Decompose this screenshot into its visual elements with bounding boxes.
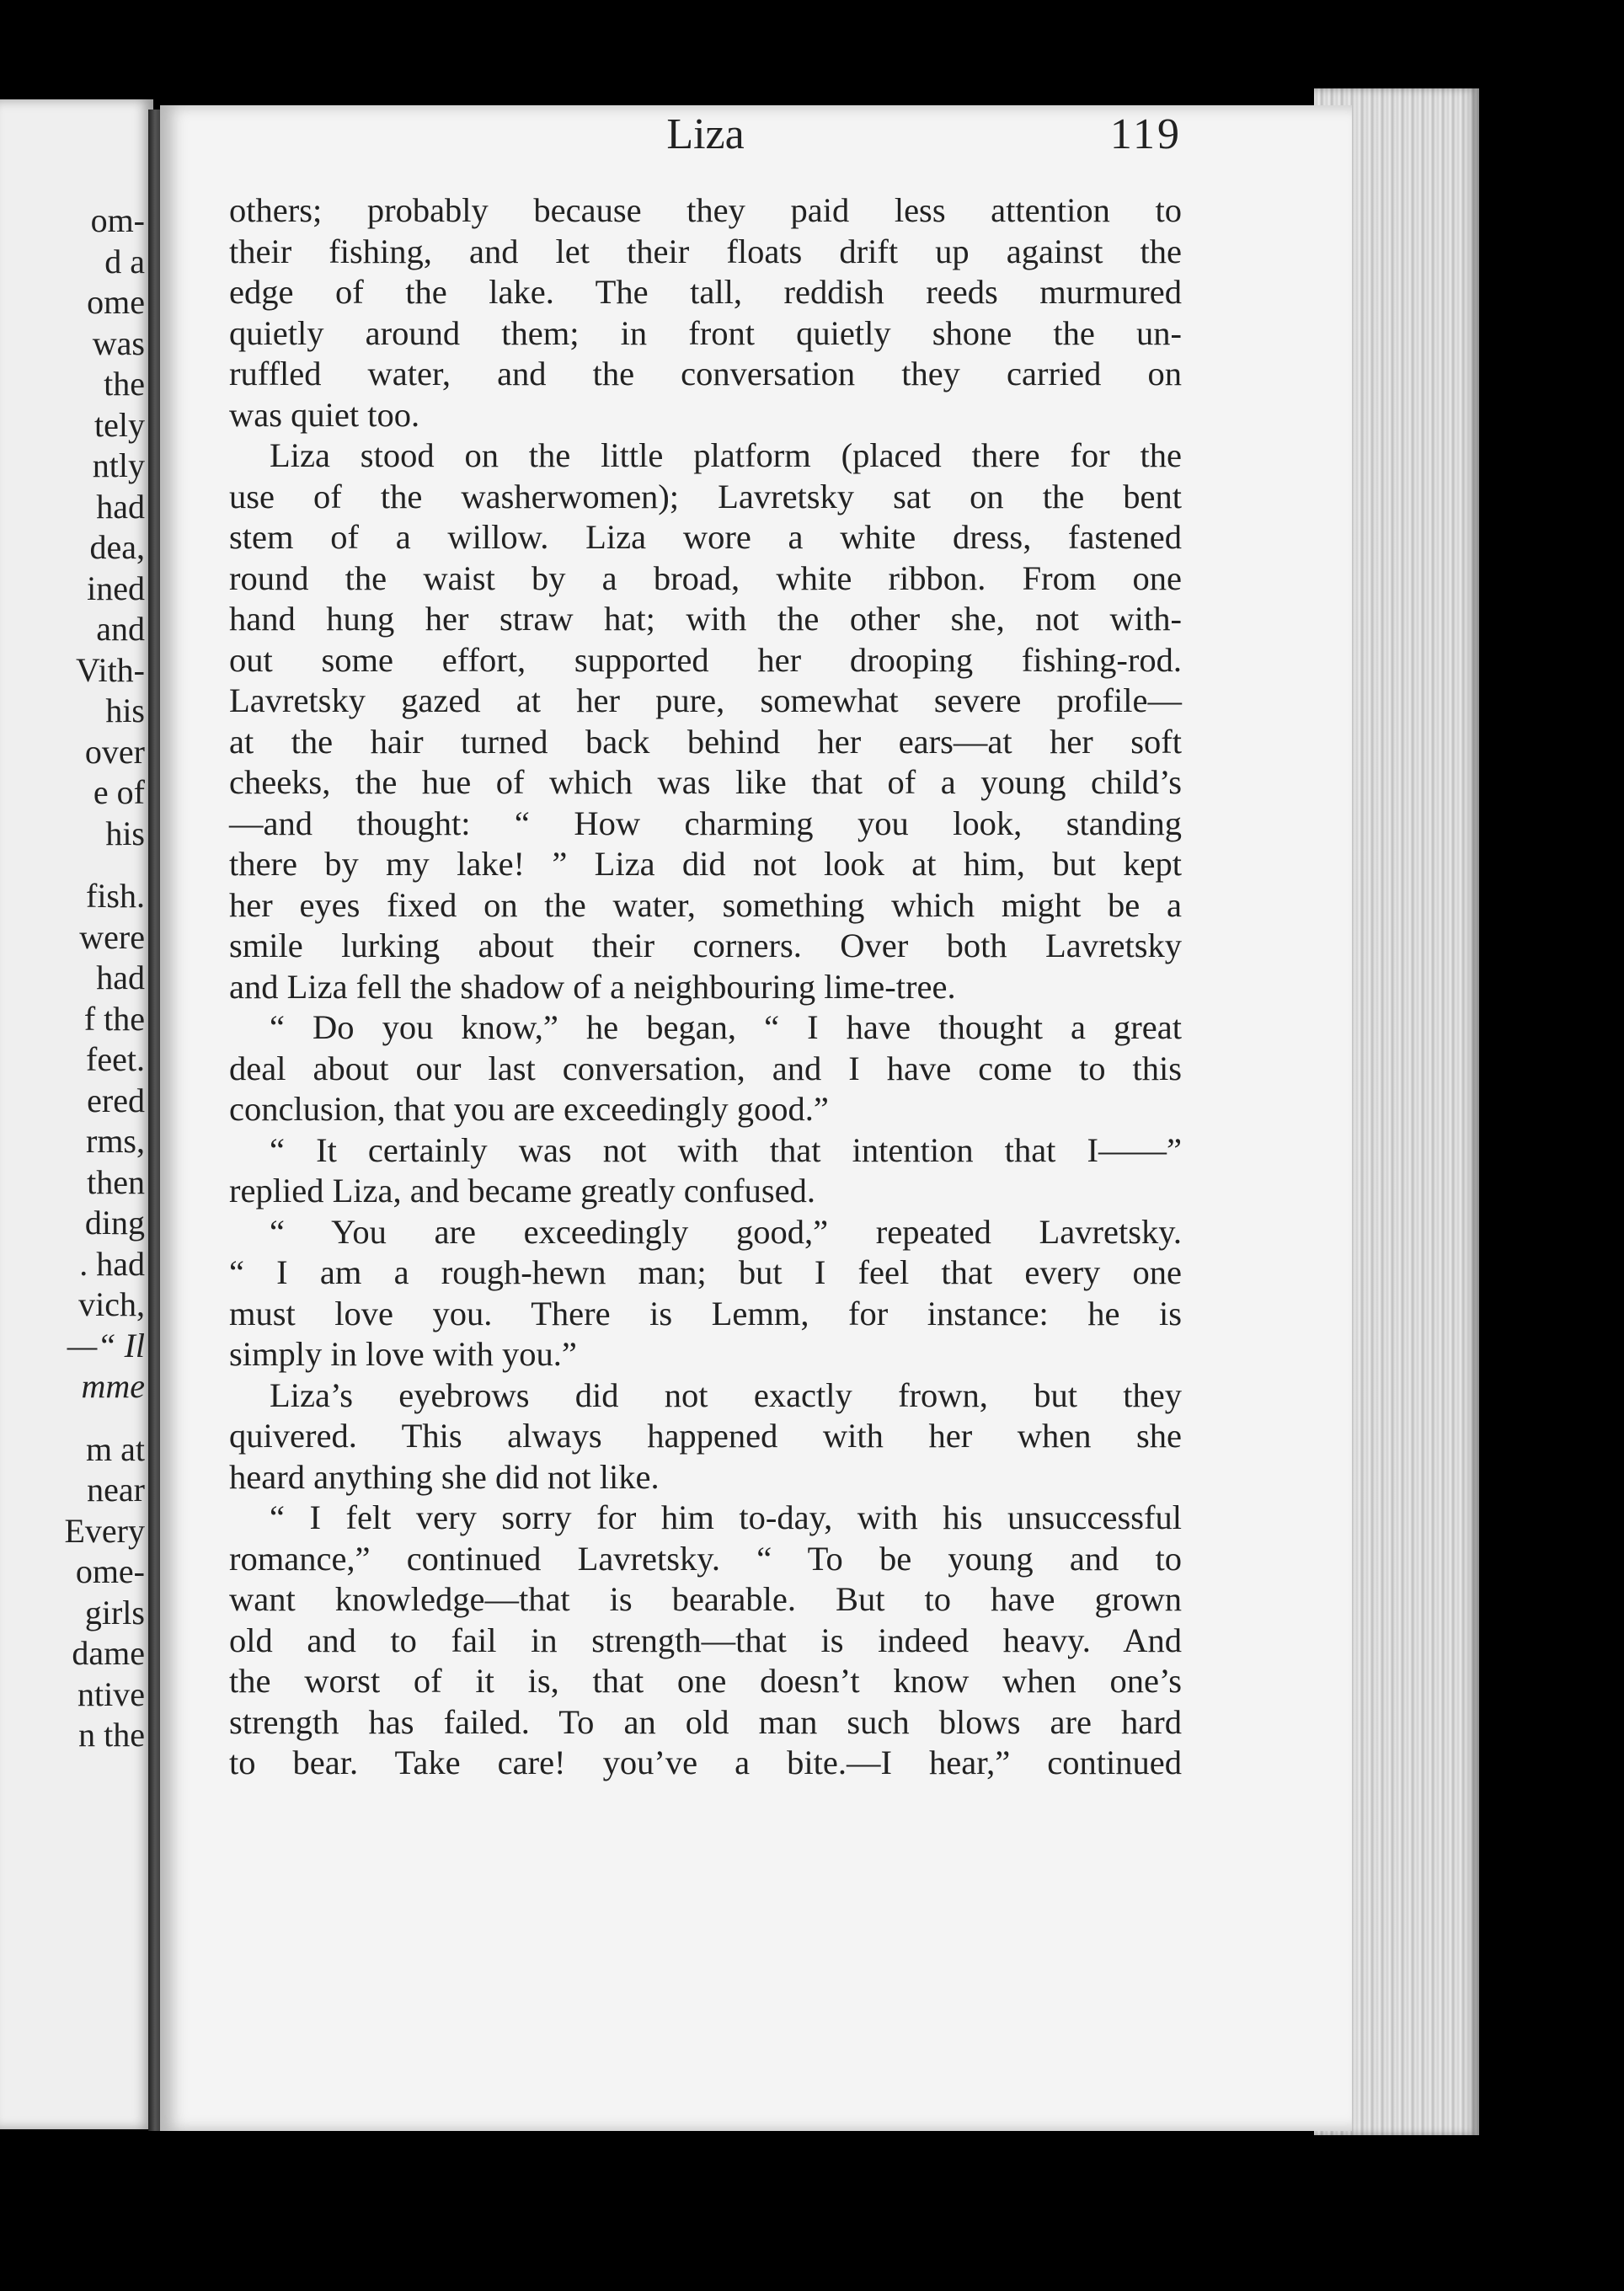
text-line: “ I am a rough-hewn man; but I feel that every one <box>229 1253 1182 1291</box>
text-line: —and thought: “ How charming you look, standing <box>229 804 1182 842</box>
left-page-line: then <box>87 1162 145 1201</box>
text-line: others; probably because they paid less attention to <box>229 191 1182 229</box>
text-line: “ Do you know,” he began, “ I have thought a great <box>270 1008 1182 1046</box>
text-line: quivered. This always happened with her when she <box>229 1417 1182 1455</box>
body-text <box>229 190 1182 1784</box>
left-page-line: om- <box>90 201 145 239</box>
left-page-line: over <box>84 732 145 771</box>
text-line: deal about our last conversation, and I have come to this <box>229 1049 1182 1087</box>
left-page-line: dame <box>72 1634 145 1672</box>
left-page-line: m at <box>86 1429 145 1468</box>
text-line: quietly around them; in front quietly shone the un- <box>229 313 1182 352</box>
left-page-line: ding <box>84 1204 145 1242</box>
text-line: Liza stood on the little platform (placed there for the <box>270 436 1182 474</box>
text-line: the worst of it is, that one doesn’t know when one’s <box>229 1662 1182 1700</box>
text-line: want knowledge—that is bearable. But to have grown <box>229 1580 1182 1618</box>
text-line: at the hair turned back behind her ears—at her soft <box>229 722 1182 761</box>
left-page-line: feet. <box>86 1040 145 1078</box>
left-page-line: his <box>105 692 145 729</box>
left-page-line: near <box>87 1471 145 1509</box>
text-line: and Liza fell the shadow of a neighbouring lime-tree. <box>229 967 956 1006</box>
left-page-line: . had <box>79 1244 145 1283</box>
running-head <box>229 109 1182 177</box>
text-line: out some effort, supported her drooping fishing-rod. <box>229 640 1182 679</box>
left-page-line: f the <box>83 999 145 1038</box>
left-page-line: d a <box>104 242 145 280</box>
left-page-line: ome- <box>75 1552 145 1590</box>
left-page-line: ered <box>87 1081 145 1119</box>
left-page-line: was <box>92 323 145 362</box>
text-line: must love you. There is Lemm, for instance: he is <box>229 1294 1182 1332</box>
text-line: round the waist by a broad, white ribbon. From one <box>229 558 1182 597</box>
left-page-line: vich, <box>78 1285 145 1323</box>
text-line: “ You are exceedingly good,” repeated Lavretsky. <box>270 1212 1182 1251</box>
text-line: simply in love with you.” <box>229 1335 577 1373</box>
chapter-title: Liza <box>666 110 745 158</box>
text-line: Liza’s eyebrows did not exactly frown, but they <box>270 1375 1182 1414</box>
left-page-line: —“ Il <box>67 1326 145 1364</box>
text-line: conclusion, that you are exceedingly good.” <box>229 1090 829 1128</box>
text-line: smile lurking about their corners. Over both Lavretsky <box>229 927 1182 964</box>
left-page-line: rms, <box>86 1122 145 1160</box>
left-page-line: ined <box>87 569 145 607</box>
text-line: “ I felt very sorry for him to-day, with his unsuccessful <box>270 1498 1182 1536</box>
text-line: strength has failed. To an old man such blows are hard <box>229 1702 1182 1741</box>
text-line: ruffled water, and the conversation they carried on <box>229 355 1182 393</box>
text-line: stem of a willow. Liza wore a white dress, fastened <box>229 518 1182 556</box>
left-page-line: e of <box>93 773 145 811</box>
left-page-line: Vith- <box>75 650 145 689</box>
text-line: there by my lake! ” Liza did not look at him, but kept <box>229 845 1182 883</box>
left-page-line: girls <box>84 1593 145 1631</box>
text-line: edge of the lake. The tall, reddish reeds murmured <box>229 273 1182 311</box>
left-page-line: dea, <box>89 528 145 566</box>
left-page-line: mme <box>81 1367 145 1405</box>
text-line: heard anything she did not like. <box>229 1457 660 1496</box>
text-line: Lavretsky gazed at her pure, somewhat severe profile— <box>229 681 1182 719</box>
left-page-line: fish. <box>86 877 145 915</box>
left-page-line: ntive <box>77 1674 145 1713</box>
left-page-line: tely <box>94 405 145 444</box>
left-page-line: had <box>96 487 145 526</box>
left-page-line: were <box>79 917 145 956</box>
text-line: “ It certainly was not with that intention that I——” <box>270 1130 1182 1169</box>
text-line: their fishing, and let their floats drift up against the <box>229 232 1182 270</box>
text-line: hand hung her straw hat; with the other she, not with- <box>229 600 1182 638</box>
text-line: old and to fail in strength—that is indeed heavy. And <box>229 1621 1182 1659</box>
text-line: cheeks, the hue of which was like that of a young child’s <box>229 763 1182 801</box>
left-page-line: ntly <box>92 446 145 484</box>
left-page-line: had <box>96 959 145 996</box>
text-line: to bear. Take care! you’ve a bite.—I hear,” continued <box>229 1744 1182 1781</box>
text-line: her eyes fixed on the water, something which might be a <box>229 885 1182 924</box>
text-line: romance,” continued Lavretsky. “ To be young and to <box>229 1539 1182 1578</box>
left-page-line: and <box>96 610 145 648</box>
left-page-line: n the <box>78 1716 145 1754</box>
left-page-line: ome <box>87 283 145 321</box>
text-line: use of the washerwomen); Lavretsky sat on the bent <box>229 477 1182 515</box>
left-page <box>0 99 153 2129</box>
page-number: 119 <box>1109 110 1182 158</box>
left-page-line: his <box>105 814 145 852</box>
left-page-line: the <box>104 365 145 403</box>
text-line: replied Liza, and became greatly confused. <box>229 1172 816 1210</box>
left-page-line: Every <box>64 1511 145 1550</box>
text-line: was quiet too. <box>229 395 420 434</box>
